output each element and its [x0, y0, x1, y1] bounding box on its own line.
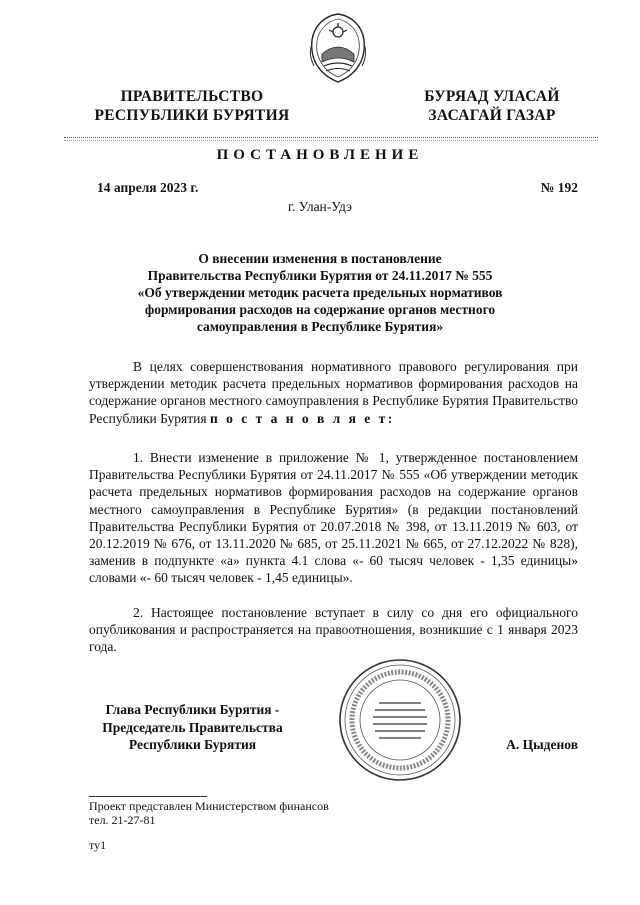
signatory-title	[85, 701, 300, 754]
preamble-text: В целях совершенствования нормативного правового регулирования при утверждении методик расчета предельных нормативов формирования расходов на содержание органов местного самоуправления в Республике Бурятия Правительство Республики Бурятия	[89, 359, 578, 426]
footnote-prepared-by: Проект представлен Министерством финансов	[89, 799, 329, 813]
footnote-code: ту1	[89, 838, 107, 852]
clause-1-paragraph	[89, 449, 578, 587]
republic-emblem-icon	[302, 10, 374, 86]
document-type: ПОСТАНОВЛЕНИЕ	[216, 147, 424, 163]
decree-word: п о с т а н о в л я е т:	[209, 410, 395, 426]
document-number: № 192	[540, 180, 578, 195]
signatory-title-line1: Глава Республики Бурятия -	[105, 702, 280, 717]
clause-1-text: 1. Внести изменение в приложение № 1, утвержденное постановлением Правительства Республики Бурятия от 24.11.2017 № 555 «Об утверждении методик расчета предельных нормативов формирования расходов на содержание органов местного самоуправления в Республике Бурятия» (в редакции постановлений Правительства Республики Бурятия от 20.07.2018 № 398, от 13.11.2019 № 603, от 20.12.2019 № 676, от 13.11.2020 № 685, от 25.11.2021 № 665, от 27.12.2022 № 828), заменив в подпункте «а» пункта 4.1 слова «- 60 тысяч человек - 1,35 единицы» словами «- 60 тысяч человек - 1,45 единицы».	[89, 450, 578, 586]
document-title	[100, 250, 540, 335]
header-divider-secondary	[64, 140, 598, 141]
title-line: О внесении изменения в постановление	[198, 251, 442, 266]
government-name-buryat	[392, 87, 592, 125]
government-name-buryat-line2: ЗАСАГАЙ ГАЗАР	[428, 107, 556, 124]
header-divider	[64, 137, 598, 138]
document-date: 14 апреля 2023 г.	[97, 180, 199, 195]
footnote-divider	[89, 796, 207, 797]
title-line: Правительства Республики Бурятия от 24.11.2017 № 555	[147, 268, 493, 283]
government-name-russian	[92, 87, 292, 125]
government-name-line2: РЕСПУБЛИКИ БУРЯТИЯ	[94, 107, 290, 124]
title-line: формирования расходов на содержание органов местного	[144, 302, 496, 317]
official-seal-stamp	[337, 657, 463, 783]
title-line: «Об утверждении методик расчета предельных нормативов	[137, 285, 503, 300]
title-line: самоуправления в Республике Бурятия»	[196, 319, 444, 334]
footnote-phone: тел. 21-27-81	[89, 813, 156, 827]
signatory-title-line3: Республики Бурятия	[128, 737, 257, 752]
signatory-name: А. Цыденов	[506, 737, 578, 752]
clause-2-paragraph	[89, 604, 578, 656]
signatory-title-line2: Председатель Правительства	[102, 719, 283, 735]
government-name-buryat-line1: БУРЯАД УЛАСАЙ	[424, 88, 560, 105]
preamble-paragraph	[89, 358, 578, 427]
clause-2-text: 2. Настоящее постановление вступает в силу со дня его официального опубликования и распространяется на правоотношения, возникшие с 1 января 2023 года.	[89, 605, 578, 655]
government-name-line1: ПРАВИТЕЛЬСТВО	[120, 88, 264, 105]
document-city: г. Улан-Удэ	[288, 199, 352, 214]
